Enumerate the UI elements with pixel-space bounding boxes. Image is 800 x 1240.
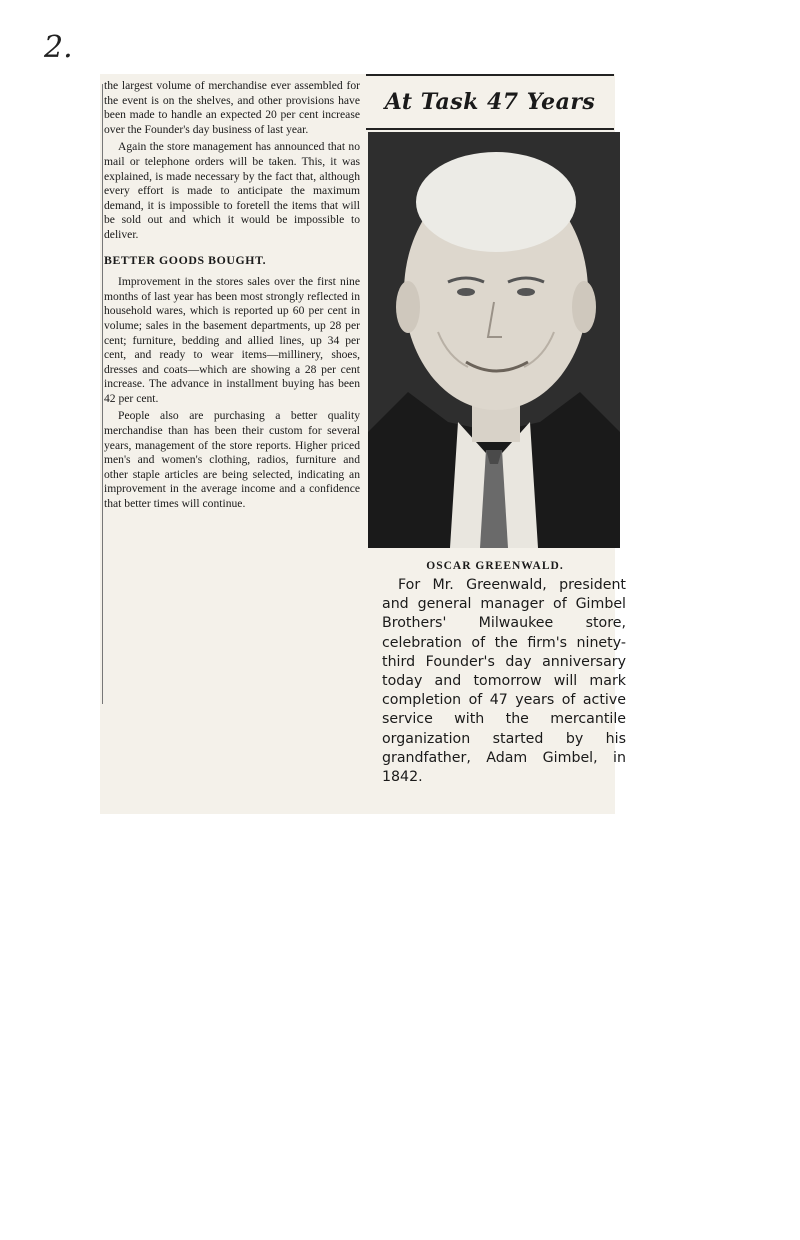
paragraph: People also are purchasing a better quality merchandise than has been their custom for several years, management of the store reports. Higher priced men's and women's clothing, radios, furniture and other staple articles are being selected, indicating an improvement in the average income and a confidence that better times will continue. <box>104 409 360 511</box>
photo-caption: OSCAR GREENWALD. <box>426 560 564 572</box>
paragraph: For Mr. Greenwald, president and general manager of Gimbel Brothers' Milwaukee store, celebration of the firm's ninety-third Founder's day anniversary today and tomorrow will mark completion of 47 years of active service with the mercantile organization started by his grandfather, Adam Gimbel, in 1842. <box>382 577 626 786</box>
article-right-column <box>382 576 626 787</box>
headline: At Task 47 Years <box>384 89 596 115</box>
paragraph: the largest volume of merchandise ever assembled for the event is on the shelves, and other provisions have been made to handle an expected 20 per cent increase over the Founder's day business of last year. <box>104 79 360 136</box>
subheading: BETTER GOODS BOUGHT. <box>104 252 267 267</box>
column-edge-rule <box>102 84 103 704</box>
paragraph: Improvement in the stores sales over the first nine months of last year has been most strongly reflected in household wares, which is reported up 60 per cent in volume; sales in the basement departments, up 28 per cent; furniture, bedding and allied lines, up 34 per cent, and ready to wear items—millinery, shoes, dresses and coats—which are showing a 28 per cent increase. The advance in installment buying has been 42 per cent. <box>104 275 360 405</box>
headline-box <box>366 74 614 130</box>
portrait-photo <box>368 132 620 548</box>
article-left-column <box>104 79 360 515</box>
portrait-illustration <box>368 132 620 548</box>
paragraph: Again the store management has announced that no mail or telephone orders will be taken. This, it was explained, is made necessary by the fact that, although every effort is made to anticipate the maximum demand, it is impossible to foretell the items that will be sold out and which it would be impossible to deliver. <box>104 140 360 241</box>
page-number: 2. <box>44 30 73 65</box>
